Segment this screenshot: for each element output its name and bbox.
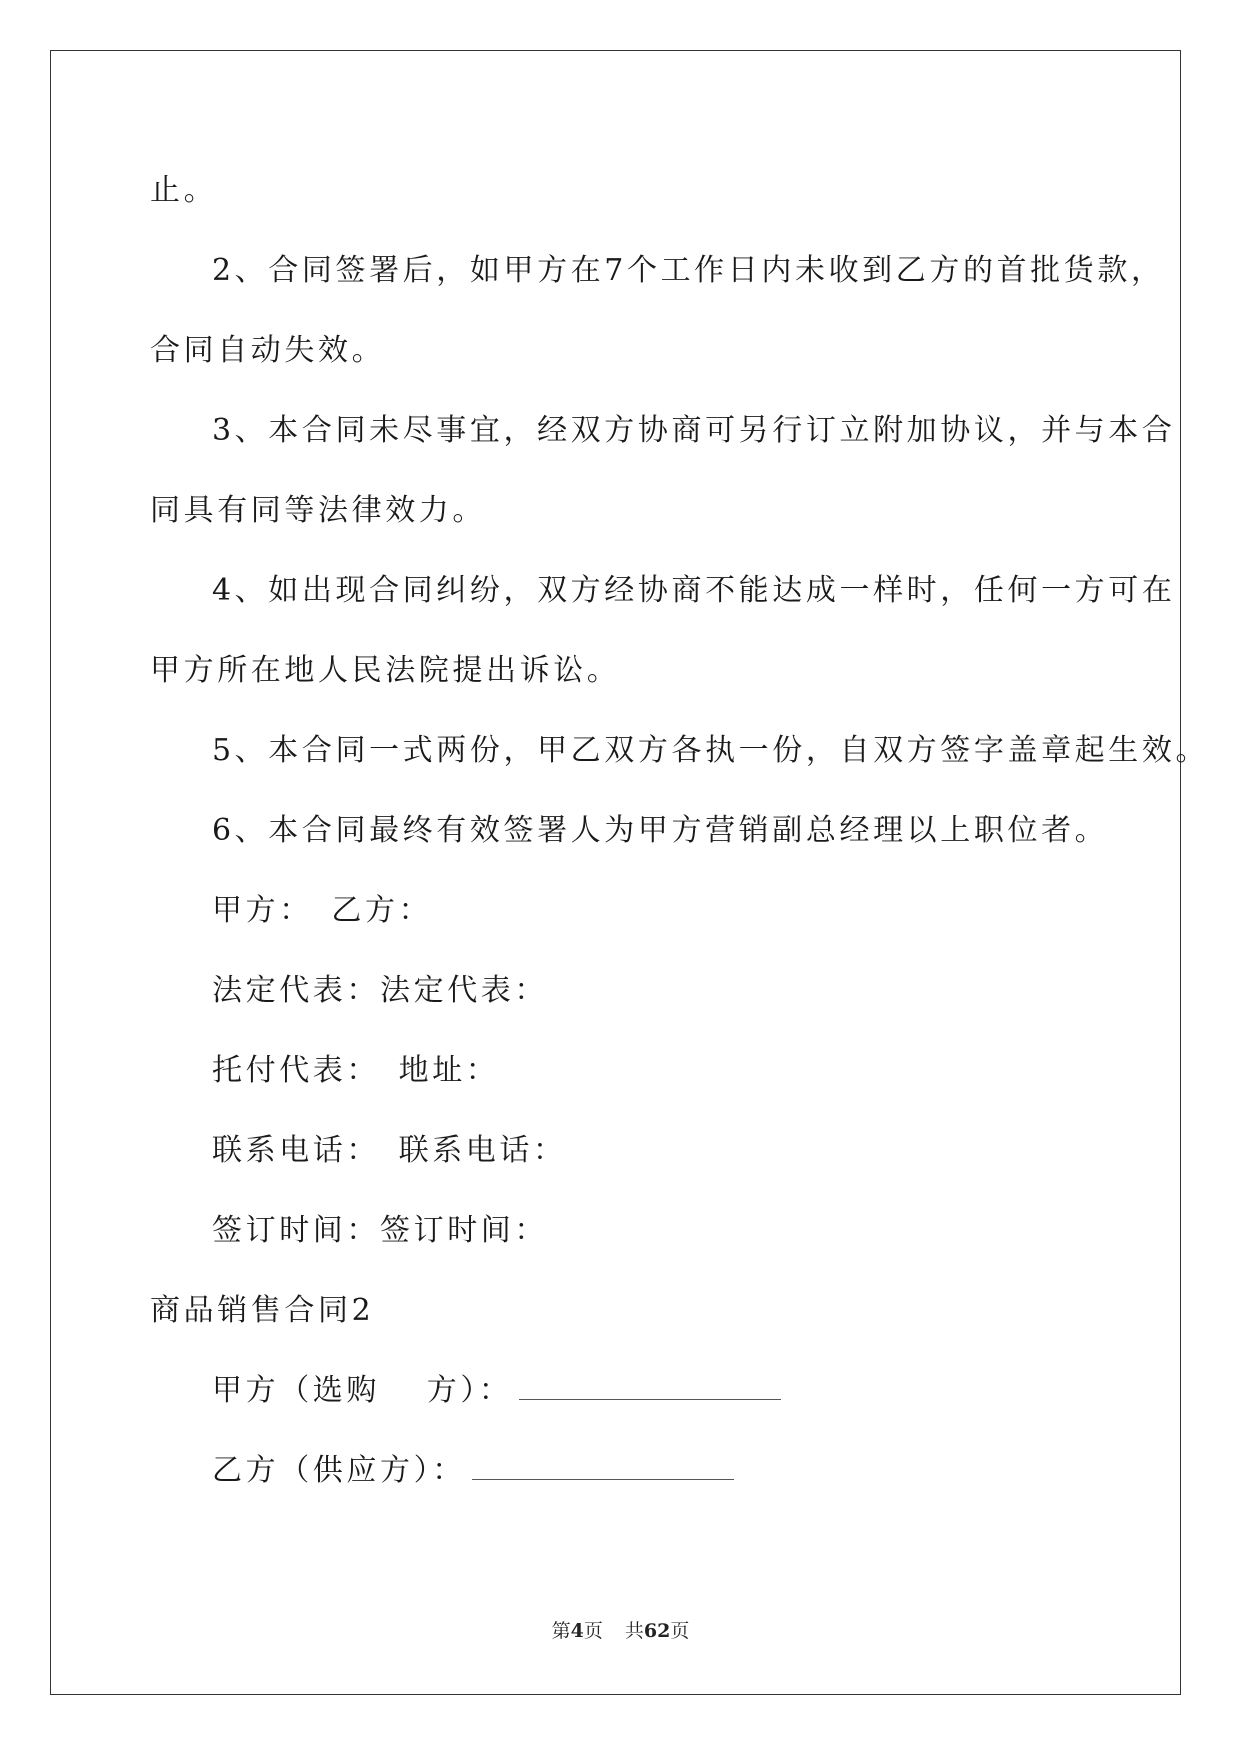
signature-phone: 联系电话： 联系电话： (212, 1133, 567, 1168)
clause-3-line-2: 同具有同等法律效力。 (150, 493, 486, 528)
footer-total-unit: 页 (670, 1620, 690, 1642)
party-b-blank (472, 1478, 734, 1480)
clause-5: 5、本合同一式两份，甲乙双方各执一份，自双方签字盖章起生效。 (212, 733, 1210, 768)
signature-date: 签订时间：签订时间： (212, 1213, 548, 1248)
party-b-label: 乙方（供应方）： (212, 1453, 466, 1488)
footer-total-prefix: 共 (624, 1620, 644, 1642)
clause-2-line-1: 2、合同签署后，如甲方在7个工作日内未收到乙方的首批货款， (212, 253, 1165, 288)
page-border (50, 50, 1181, 1695)
signature-agent-address: 托付代表： 地址： (212, 1053, 500, 1088)
clause-2-line-2: 合同自动失效。 (150, 333, 386, 368)
clause-3-line-1: 3、本合同未尽事宜，经双方协商可另行订立附加协议，并与本合 (212, 413, 1176, 448)
party-a-line (212, 1373, 781, 1408)
section-title: 商品销售合同2 (150, 1293, 375, 1328)
clause-6: 6、本合同最终有效签署人为甲方营销副总经理以上职位者。 (212, 813, 1109, 848)
party-a-label: 甲方（选购 方）： (212, 1373, 513, 1408)
signature-legal-rep: 法定代表：法定代表： (212, 973, 548, 1008)
text-line-1: 止。 (150, 173, 218, 208)
footer-total-pages: 62 (643, 1620, 671, 1642)
clause-4-line-2: 甲方所在地人民法院提出诉讼。 (150, 653, 621, 688)
footer-page-unit: 页 (583, 1620, 603, 1642)
clause-4-line-1: 4、如出现合同纠纷，双方经协商不能达成一样时，任何一方可在 (212, 573, 1176, 608)
party-b-line (212, 1453, 734, 1488)
footer-prefix: 第 (551, 1620, 571, 1642)
party-a-blank (519, 1398, 781, 1400)
page-footer (0, 1616, 1241, 1643)
footer-page-number: 4 (570, 1620, 584, 1642)
signature-parties: 甲方： 乙方： (212, 893, 433, 928)
